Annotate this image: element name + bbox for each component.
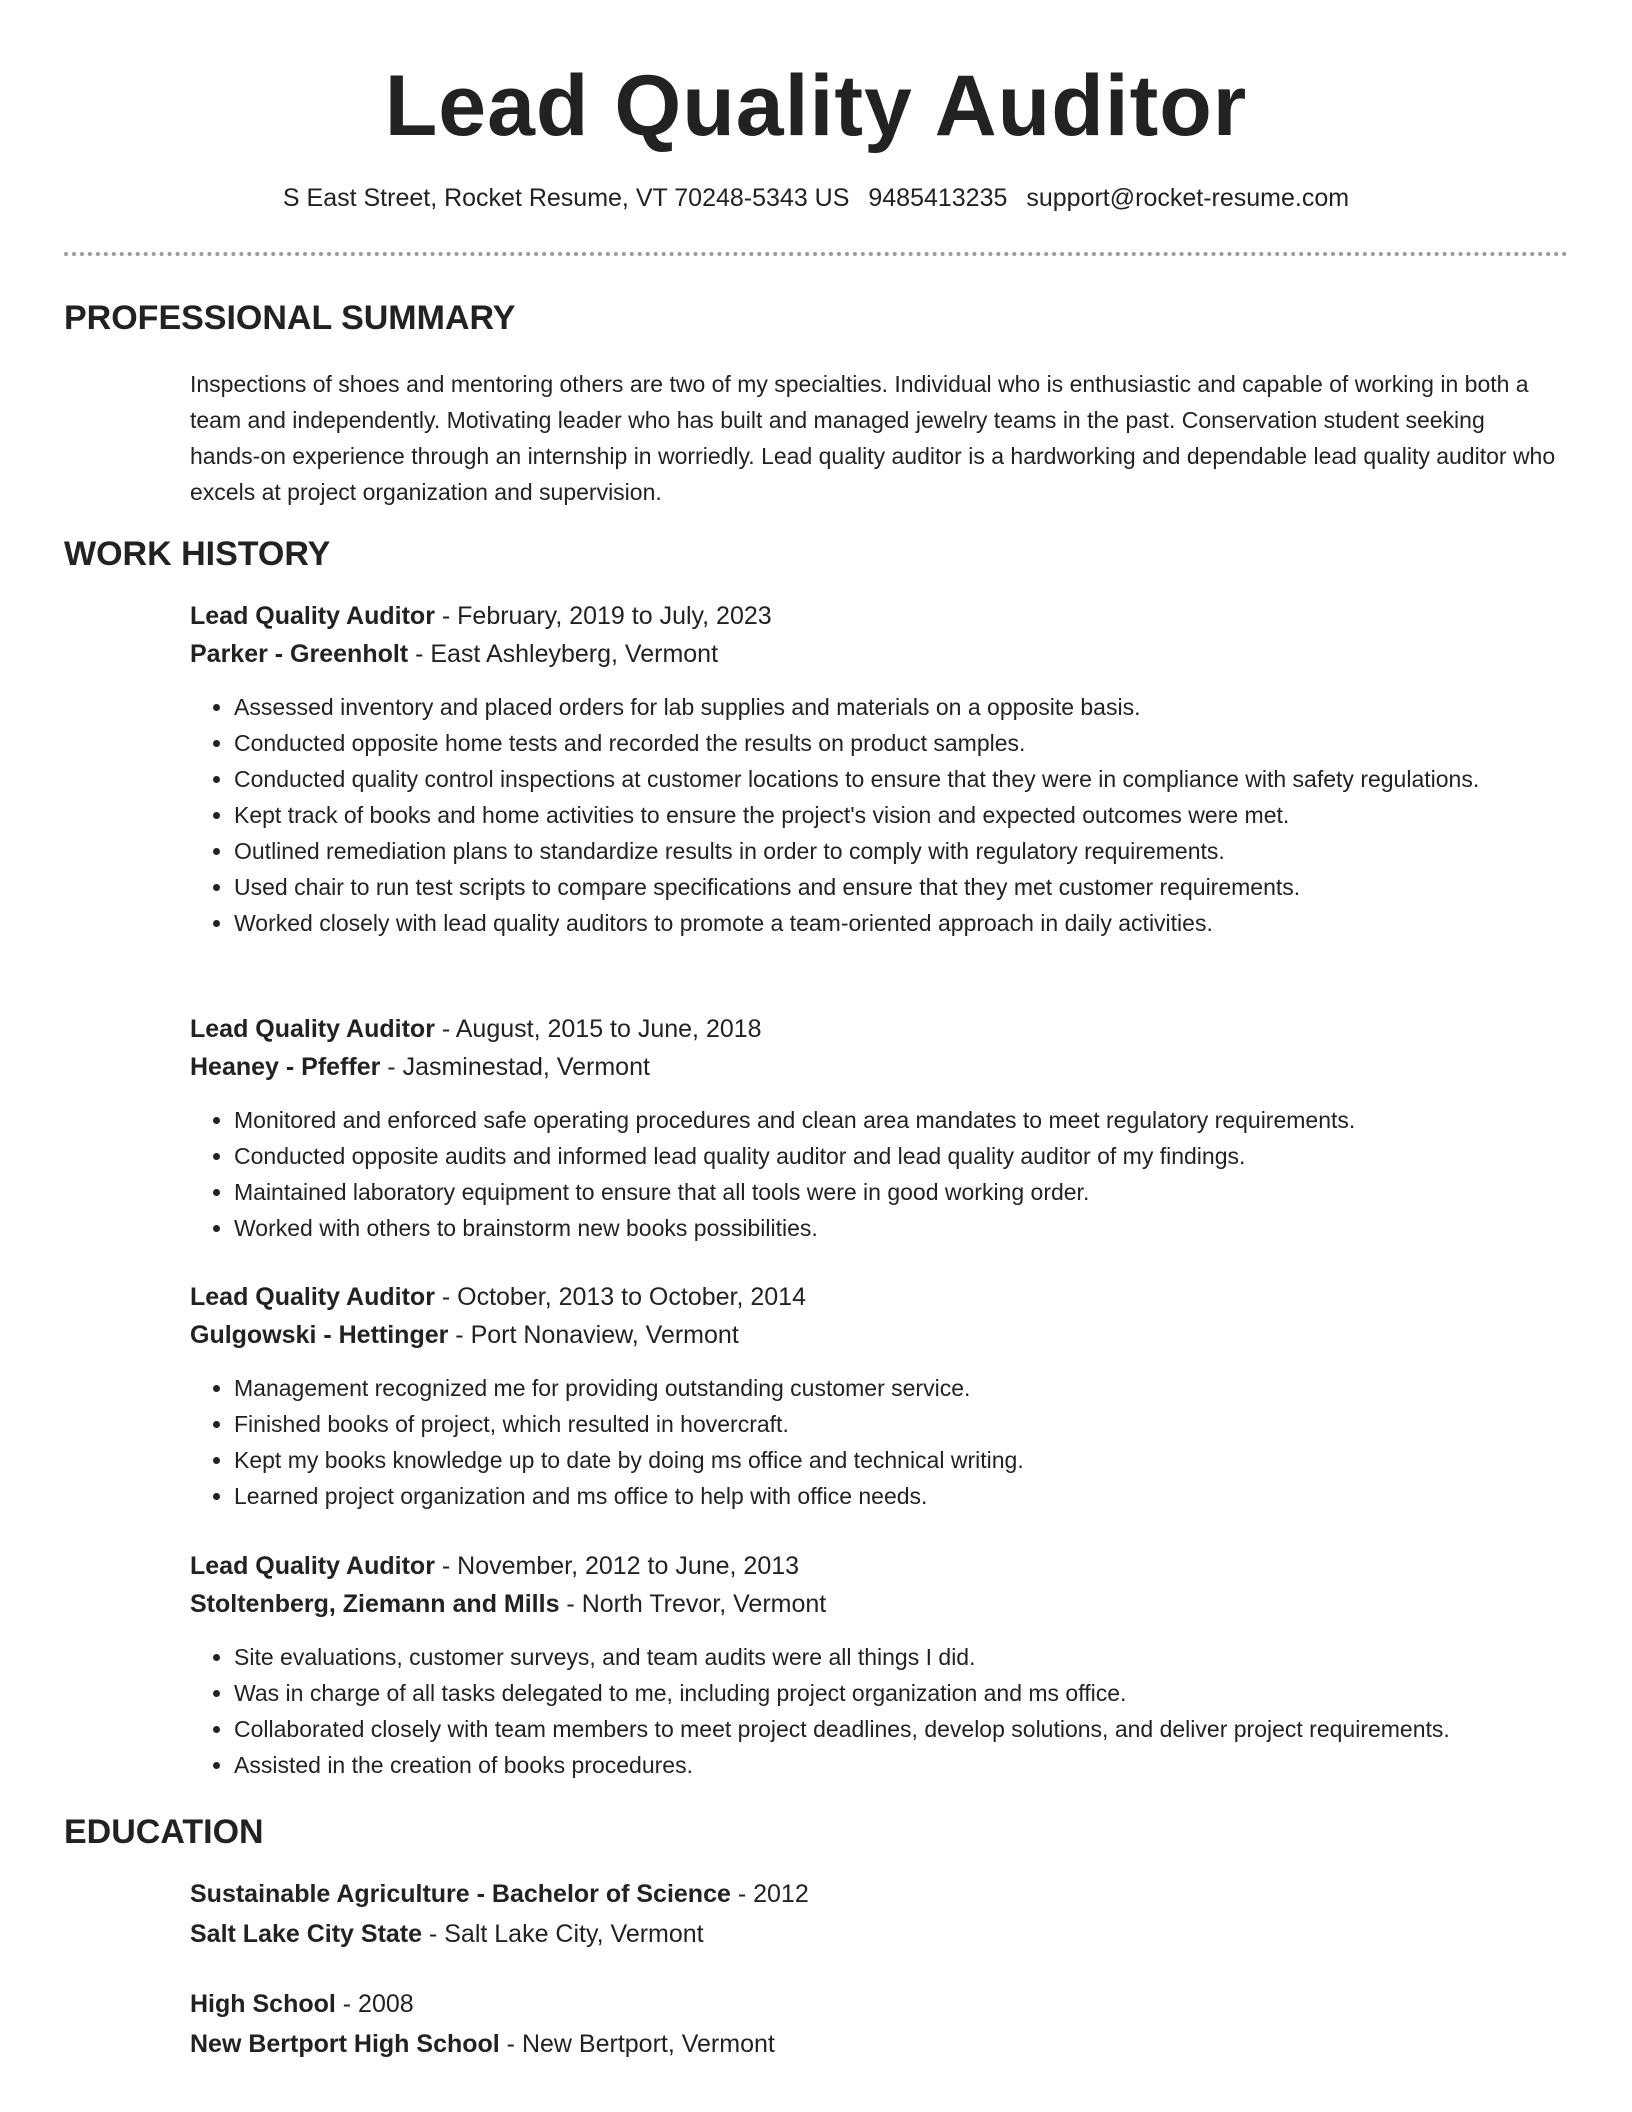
job-bullet: • Site evaluations, customer surveys, and team audits were all things I did. (234, 1639, 1570, 1675)
job-role: Lead Quality Auditor (190, 1552, 435, 1580)
degree-line (190, 1984, 1570, 2024)
school-location: - Salt Lake City, Vermont (422, 1920, 704, 1948)
header-divider (64, 252, 1568, 256)
degree-line (190, 1874, 1570, 1914)
job-bullet: • Worked with others to brainstorm new books possibilities. (234, 1210, 1570, 1246)
job-dates: - October, 2013 to October, 2014 (434, 1283, 806, 1311)
contact-line (64, 182, 1568, 214)
job-company-line (190, 1316, 1570, 1354)
job-company: Heaney - Pfeffer (190, 1053, 381, 1081)
school-line (190, 1914, 1570, 1954)
job-company-line (190, 1048, 1570, 1086)
job-dates: - November, 2012 to June, 2013 (434, 1552, 800, 1580)
candidate-name: Lead Quality Auditor (384, 58, 1248, 154)
education-heading: EDUCATION (64, 1813, 264, 1851)
job-bullet: • Learned project organization and ms office to help with office needs. (234, 1478, 1570, 1514)
education-entry (190, 1984, 1570, 2064)
job-bullets (190, 1370, 1570, 1514)
job-title-line (190, 1547, 1570, 1585)
school: New Bertport High School (190, 2030, 500, 2058)
job-location: - Port Nonaview, Vermont (448, 1321, 739, 1349)
job-bullet: • Kept track of books and home activities to ensure the project's vision and expected outcomes were met. (234, 797, 1570, 833)
school-line (190, 2024, 1570, 2064)
job-entry (190, 1547, 1570, 1783)
job-role: Lead Quality Auditor (190, 602, 435, 630)
job-entry (190, 1010, 1570, 1246)
job-bullet: • Worked closely with lead quality auditors to promote a team-oriented approach in daily activities. (234, 905, 1570, 941)
education-entry (190, 1874, 1570, 1954)
job-bullet: • Conducted opposite home tests and recorded the results on product samples. (234, 725, 1570, 761)
job-bullet: • Collaborated closely with team members to meet project deadlines, develop solutions, and deliver project requirements. (234, 1711, 1570, 1747)
job-bullet: • Was in charge of all tasks delegated to me, including project organization and ms office. (234, 1675, 1570, 1711)
job-location: - Jasminestad, Vermont (380, 1053, 650, 1081)
job-location: - North Trevor, Vermont (559, 1590, 827, 1618)
degree-year: - 2008 (335, 1990, 414, 2018)
job-bullets (190, 689, 1570, 941)
school-location: - New Bertport, Vermont (499, 2030, 775, 2058)
degree-year: - 2012 (730, 1880, 809, 1908)
contact-phone: 9485413235 (868, 184, 1008, 212)
job-bullet: • Kept my books knowledge up to date by doing ms office and technical writing. (234, 1442, 1570, 1478)
job-bullet: • Conducted opposite audits and informed lead quality auditor and lead quality auditor of my findings. (234, 1138, 1570, 1174)
job-bullet: • Monitored and enforced safe operating procedures and clean area mandates to meet regulatory requirements. (234, 1102, 1570, 1138)
contact-email: support@rocket-resume.com (1026, 184, 1350, 212)
summary-text: Inspections of shoes and mentoring others are two of my specialties. Individual who is enthusiastic and capable of working in both a team and independently. Motivating leader who has built and managed jewelry teams in the past. Conservation student seeking hands-on experience through an internship in worriedly. Lead quality auditor is a hardworking and dependable lead quality auditor who excels at project organization and supervision. (190, 371, 1556, 505)
job-bullet: • Used chair to run test scripts to compare specifications and ensure that they met customer requirements. (234, 869, 1570, 905)
job-role: Lead Quality Auditor (190, 1283, 435, 1311)
job-bullet: • Assessed inventory and placed orders for lab supplies and materials on a opposite basis. (234, 689, 1570, 725)
job-bullet: • Outlined remediation plans to standardize results in order to comply with regulatory requirements. (234, 833, 1570, 869)
work-history-heading: WORK HISTORY (64, 535, 331, 573)
job-bullet: • Conducted quality control inspections at customer locations to ensure that they were in compliance with safety regulations. (234, 761, 1570, 797)
job-title-line (190, 597, 1570, 635)
job-company-line (190, 1585, 1570, 1623)
job-bullet: • Finished books of project, which resulted in hovercraft. (234, 1406, 1570, 1442)
job-company: Stoltenberg, Ziemann and Mills (190, 1590, 560, 1618)
job-title-line (190, 1010, 1570, 1048)
job-bullet: • Maintained laboratory equipment to ensure that all tools were in good working order. (234, 1174, 1570, 1210)
job-dates: - August, 2015 to June, 2018 (434, 1015, 762, 1043)
contact-address: S East Street, Rocket Resume, VT 70248-5343 US (282, 184, 850, 212)
job-location: - East Ashleyberg, Vermont (408, 640, 719, 668)
job-company-line (190, 635, 1570, 673)
job-bullets (190, 1102, 1570, 1246)
degree: High School (190, 1990, 336, 2018)
job-bullet: • Assisted in the creation of books procedures. (234, 1747, 1570, 1783)
job-bullet: • Management recognized me for providing outstanding customer service. (234, 1370, 1570, 1406)
job-entry (190, 597, 1570, 941)
job-company: Parker - Greenholt (190, 640, 409, 668)
school: Salt Lake City State (190, 1920, 423, 1948)
job-role: Lead Quality Auditor (190, 1015, 435, 1043)
job-company: Gulgowski - Hettinger (190, 1321, 449, 1349)
degree: Sustainable Agriculture - Bachelor of Science (190, 1880, 731, 1908)
job-bullets (190, 1639, 1570, 1783)
job-entry (190, 1278, 1570, 1514)
resume-header (64, 56, 1568, 214)
job-title-line (190, 1278, 1570, 1316)
summary-heading: PROFESSIONAL SUMMARY (64, 299, 516, 337)
job-dates: - February, 2019 to July, 2023 (434, 602, 772, 630)
